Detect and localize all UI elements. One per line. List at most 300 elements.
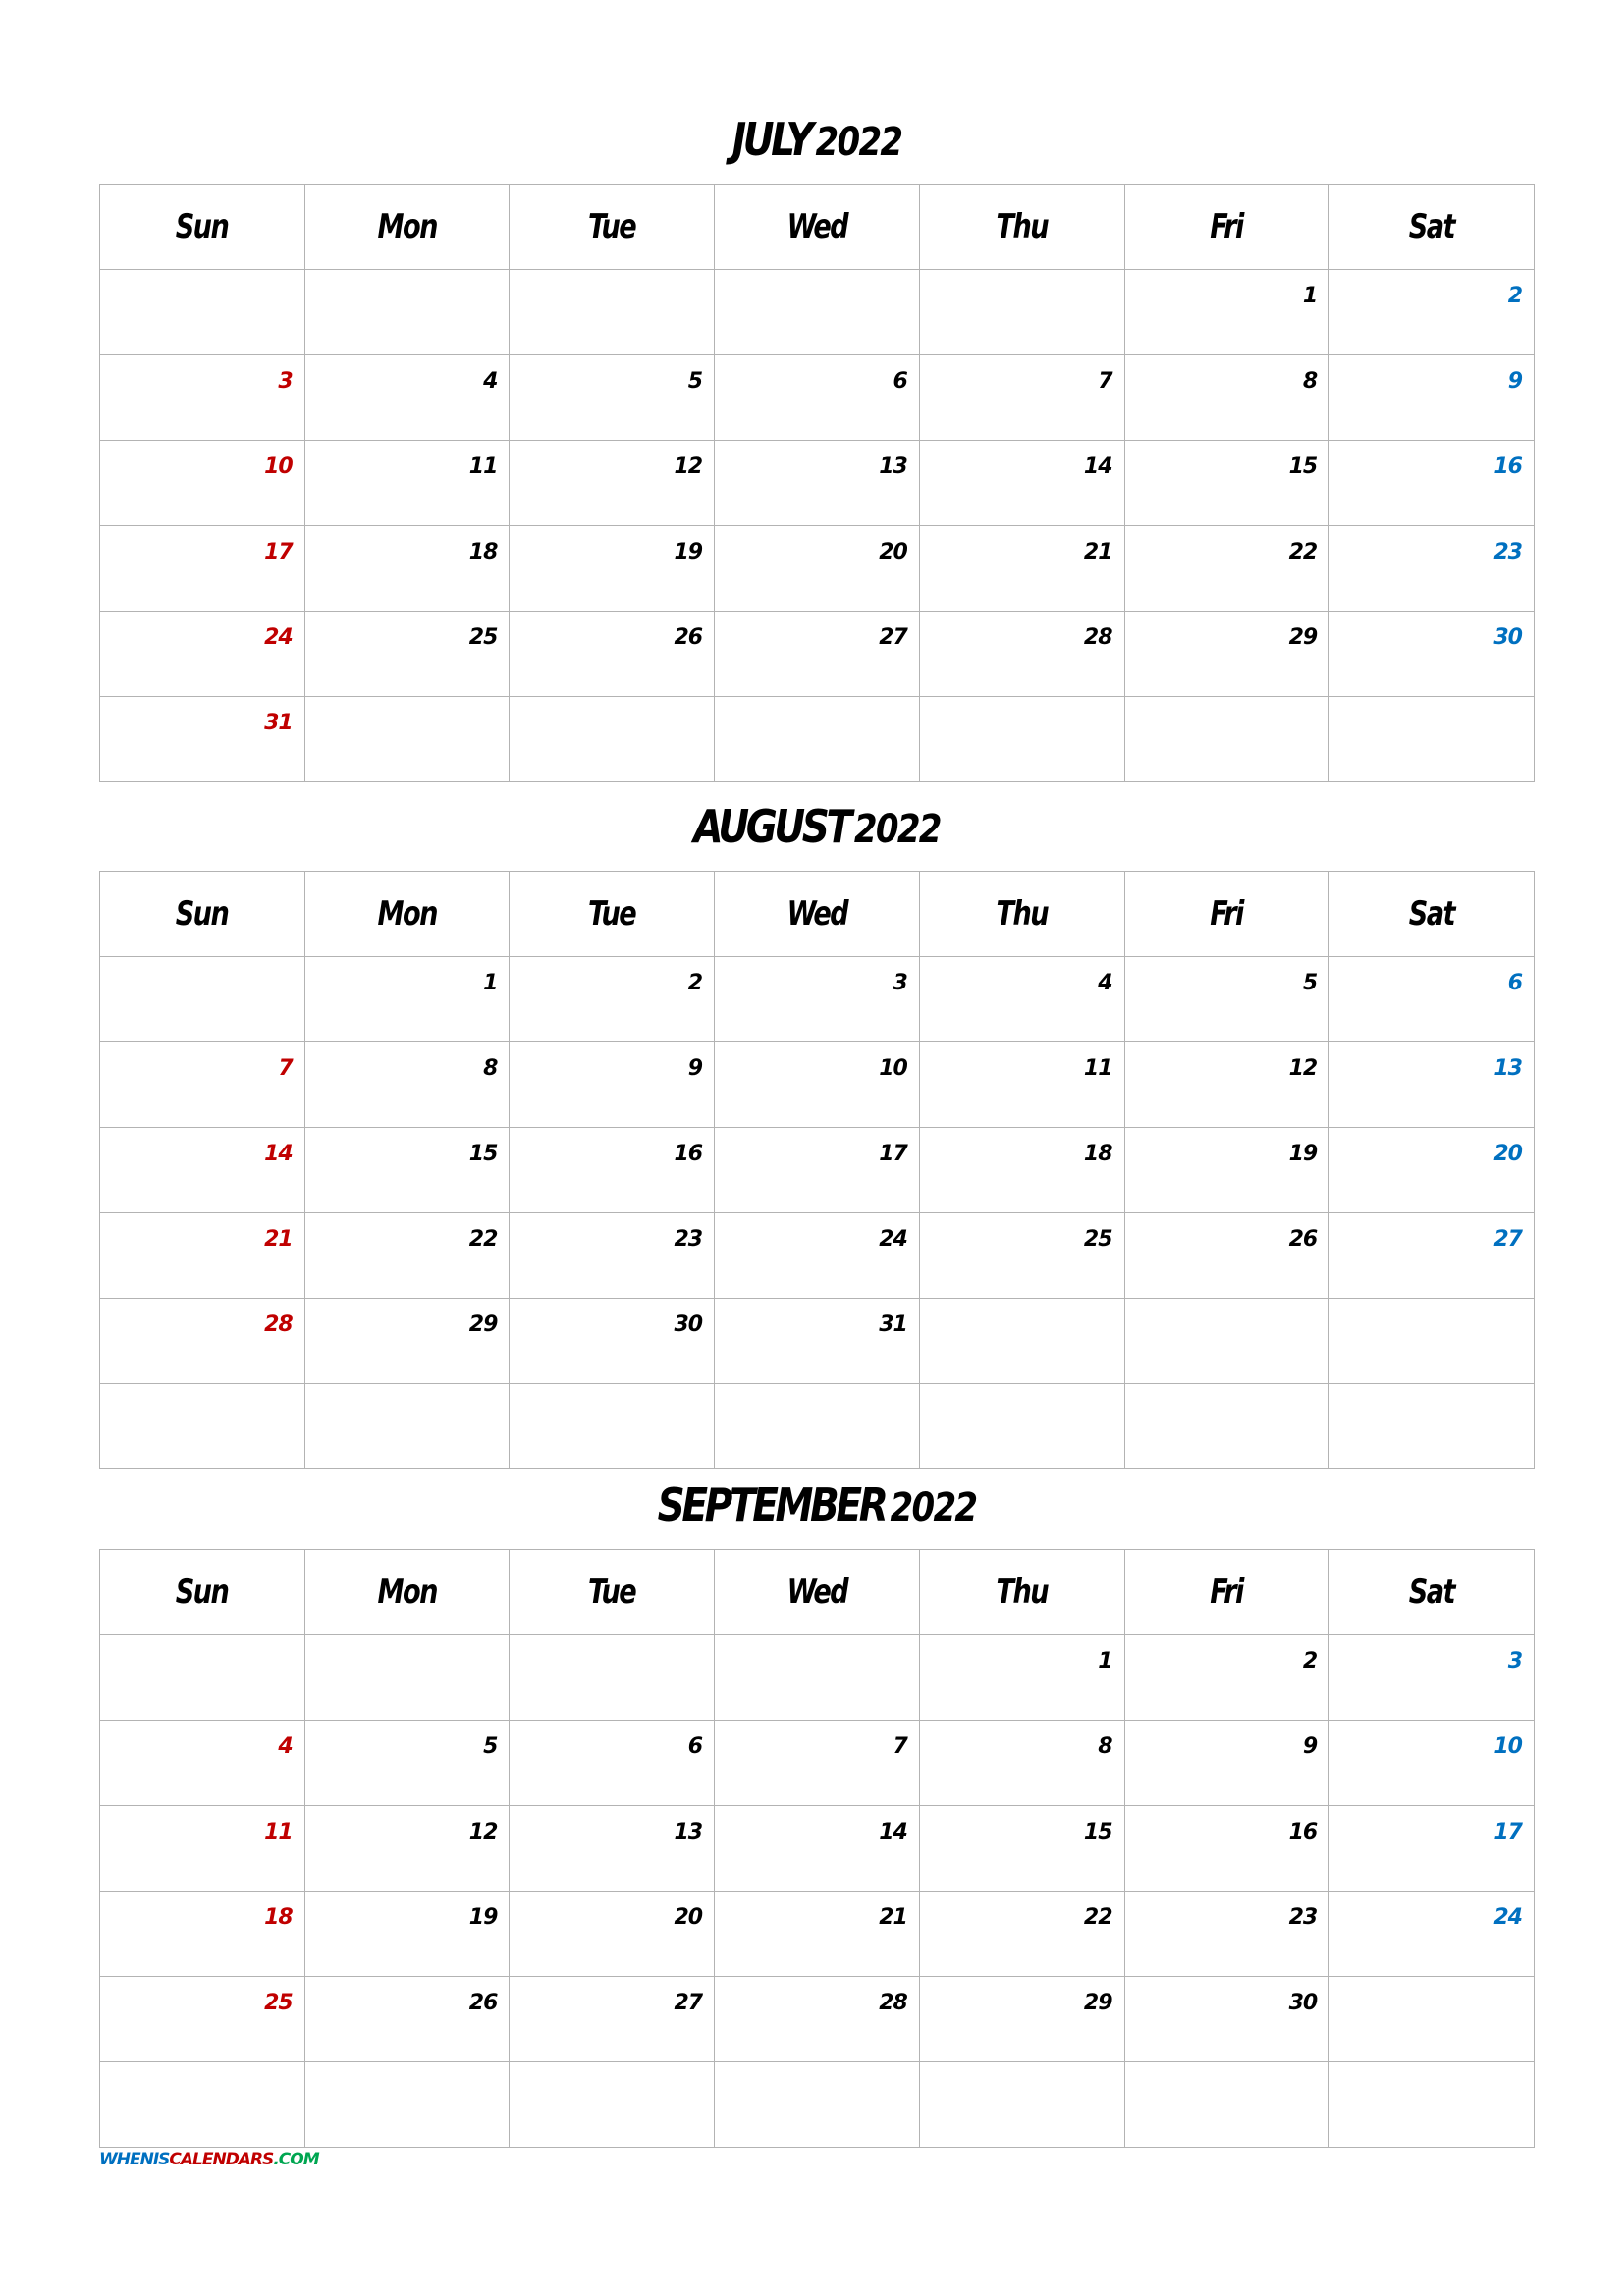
month-name: AUGUST xyxy=(693,800,849,853)
day-cell xyxy=(1124,1721,1329,1806)
day-number: 26 xyxy=(1288,1227,1318,1252)
day-cell xyxy=(715,1892,920,1977)
weekday-label: Sat xyxy=(1409,207,1455,246)
day-number: 21 xyxy=(1083,540,1112,564)
day-number xyxy=(920,697,1124,711)
day-number: 23 xyxy=(1288,1905,1318,1930)
day-number: 10 xyxy=(264,454,293,479)
day-cell xyxy=(510,441,715,526)
weekday-label: Fri xyxy=(1210,207,1244,246)
day-cell xyxy=(304,1892,510,1977)
day-cell xyxy=(100,697,305,782)
day-cell xyxy=(304,1806,510,1892)
day-number: 17 xyxy=(264,540,293,564)
day-number: 12 xyxy=(468,1820,498,1844)
day-number xyxy=(1125,697,1329,711)
logo-part: CALENDARS xyxy=(169,2150,274,2169)
day-cell xyxy=(1329,1384,1535,1469)
month-name: JULY xyxy=(731,113,811,166)
weekday-label: Mon xyxy=(377,1573,437,1612)
day-number: 19 xyxy=(1288,1142,1318,1166)
day-number: 18 xyxy=(468,540,498,564)
day-number: 15 xyxy=(468,1142,498,1166)
day-number: 27 xyxy=(674,1991,703,2015)
day-number: 24 xyxy=(264,625,293,650)
day-number xyxy=(1329,1299,1534,1312)
day-cell xyxy=(919,1892,1124,1977)
day-number: 26 xyxy=(468,1991,498,2015)
day-cell xyxy=(919,526,1124,612)
day-number xyxy=(920,1384,1124,1398)
day-cell xyxy=(510,612,715,697)
day-number xyxy=(715,697,919,711)
day-number: 7 xyxy=(1098,369,1112,394)
day-number xyxy=(1329,697,1534,711)
weekday-label: Thu xyxy=(996,207,1048,246)
day-number: 13 xyxy=(879,454,907,479)
weekday-header-cell xyxy=(304,872,510,957)
day-number xyxy=(1329,2062,1534,2076)
day-number: 2 xyxy=(1507,284,1522,308)
day-number: 25 xyxy=(1083,1227,1112,1252)
day-cell xyxy=(304,526,510,612)
day-cell xyxy=(1124,1042,1329,1128)
day-number: 14 xyxy=(1083,454,1112,479)
day-number: 12 xyxy=(1288,1056,1318,1081)
weekday-header-cell xyxy=(1124,1550,1329,1635)
day-cell xyxy=(919,1806,1124,1892)
day-cell xyxy=(510,1892,715,1977)
weekday-header-cell xyxy=(919,185,1124,270)
day-cell xyxy=(510,526,715,612)
day-number: 3 xyxy=(278,369,293,394)
day-cell xyxy=(715,441,920,526)
day-number: 11 xyxy=(1083,1056,1112,1081)
day-cell xyxy=(100,1128,305,1213)
day-number: 5 xyxy=(687,369,703,394)
day-cell xyxy=(304,355,510,441)
day-number xyxy=(1125,1384,1329,1398)
month-title xyxy=(207,1475,1428,1534)
week-row xyxy=(100,1892,1535,1977)
day-cell xyxy=(1124,1299,1329,1384)
weekday-header-cell xyxy=(1329,872,1535,957)
day-number: 24 xyxy=(1493,1905,1522,1930)
day-cell xyxy=(510,1721,715,1806)
weekday-header-cell xyxy=(100,185,305,270)
day-number: 22 xyxy=(468,1227,498,1252)
day-number: 1 xyxy=(1302,284,1318,308)
day-number: 1 xyxy=(483,971,498,995)
week-row xyxy=(100,1299,1535,1384)
day-number: 20 xyxy=(879,540,907,564)
weekday-label: Wed xyxy=(786,894,847,934)
week-row xyxy=(100,355,1535,441)
day-number xyxy=(1329,1384,1534,1398)
day-cell xyxy=(1124,1635,1329,1721)
day-cell xyxy=(304,1721,510,1806)
weekday-header-cell xyxy=(919,1550,1124,1635)
day-cell xyxy=(715,957,920,1042)
day-number: 13 xyxy=(1493,1056,1522,1081)
weekday-label: Fri xyxy=(1210,1573,1244,1612)
day-number: 9 xyxy=(1507,369,1522,394)
day-cell xyxy=(100,612,305,697)
weekday-header-cell xyxy=(510,872,715,957)
day-cell xyxy=(919,1977,1124,2062)
day-number: 14 xyxy=(264,1142,293,1166)
day-number xyxy=(305,697,510,711)
weekday-label: Mon xyxy=(377,207,437,246)
week-row xyxy=(100,612,1535,697)
week-row xyxy=(100,1213,1535,1299)
day-number xyxy=(510,1635,714,1649)
weekday-label: Thu xyxy=(996,894,1048,934)
day-cell xyxy=(1124,1384,1329,1469)
day-cell xyxy=(1124,270,1329,355)
day-number xyxy=(305,2062,510,2076)
day-cell xyxy=(304,957,510,1042)
day-cell xyxy=(100,1042,305,1128)
day-cell xyxy=(715,1213,920,1299)
month-year: 2022 xyxy=(815,120,902,165)
week-row xyxy=(100,1977,1535,2062)
day-cell xyxy=(715,697,920,782)
day-number: 30 xyxy=(1288,1991,1318,2015)
day-number: 4 xyxy=(483,369,498,394)
day-number xyxy=(100,2062,304,2076)
day-cell xyxy=(919,1213,1124,1299)
day-number: 4 xyxy=(278,1735,293,1759)
day-cell xyxy=(304,2062,510,2148)
day-cell xyxy=(510,1806,715,1892)
day-number: 26 xyxy=(674,625,703,650)
weekday-label: Sat xyxy=(1409,1573,1455,1612)
weekday-header-cell xyxy=(1329,185,1535,270)
day-cell xyxy=(510,1384,715,1469)
weekday-header-cell xyxy=(510,185,715,270)
day-cell xyxy=(1124,1892,1329,1977)
day-number xyxy=(100,1635,304,1649)
day-number: 16 xyxy=(674,1142,703,1166)
day-cell xyxy=(100,1721,305,1806)
weekday-label: Wed xyxy=(786,207,847,246)
day-cell xyxy=(100,1384,305,1469)
day-cell xyxy=(510,957,715,1042)
day-cell xyxy=(100,1635,305,1721)
day-number: 1 xyxy=(1098,1649,1112,1674)
day-cell xyxy=(715,1635,920,1721)
day-cell xyxy=(919,1721,1124,1806)
day-cell xyxy=(715,270,920,355)
day-cell xyxy=(1329,1721,1535,1806)
month-title xyxy=(207,110,1428,169)
day-number: 7 xyxy=(893,1735,907,1759)
day-number: 23 xyxy=(674,1227,703,1252)
day-cell xyxy=(100,1892,305,1977)
day-cell xyxy=(1329,1213,1535,1299)
day-cell xyxy=(510,270,715,355)
day-cell xyxy=(304,612,510,697)
day-number: 24 xyxy=(879,1227,907,1252)
week-row xyxy=(100,441,1535,526)
day-number: 10 xyxy=(1493,1735,1522,1759)
day-number: 8 xyxy=(1098,1735,1112,1759)
day-cell xyxy=(1124,1213,1329,1299)
day-number: 25 xyxy=(264,1991,293,2015)
week-row xyxy=(100,1384,1535,1469)
weekday-header-cell xyxy=(510,1550,715,1635)
day-number: 5 xyxy=(1302,971,1318,995)
day-number xyxy=(715,2062,919,2076)
day-number: 5 xyxy=(483,1735,498,1759)
day-number: 12 xyxy=(674,454,703,479)
day-cell xyxy=(1124,355,1329,441)
calendar-grid xyxy=(99,1549,1535,2148)
day-cell xyxy=(715,1128,920,1213)
day-number: 19 xyxy=(468,1905,498,1930)
day-cell xyxy=(1329,355,1535,441)
day-cell xyxy=(510,1042,715,1128)
day-cell xyxy=(919,1384,1124,1469)
weekday-label: Fri xyxy=(1210,894,1244,934)
day-cell xyxy=(304,697,510,782)
day-cell xyxy=(919,1635,1124,1721)
calendar-grid xyxy=(99,871,1535,1469)
day-cell xyxy=(100,1299,305,1384)
day-cell xyxy=(100,1977,305,2062)
day-cell xyxy=(1124,1977,1329,2062)
day-cell xyxy=(715,612,920,697)
weekday-header-cell xyxy=(100,872,305,957)
day-number: 8 xyxy=(1302,369,1318,394)
weekday-label: Tue xyxy=(588,894,636,934)
day-cell xyxy=(1329,697,1535,782)
weekday-header-row xyxy=(100,872,1535,957)
day-number: 9 xyxy=(687,1056,703,1081)
day-number xyxy=(715,270,919,284)
day-number: 28 xyxy=(264,1312,293,1337)
week-row xyxy=(100,1721,1535,1806)
day-number: 29 xyxy=(468,1312,498,1337)
day-cell xyxy=(304,1977,510,2062)
day-cell xyxy=(100,1806,305,1892)
day-number xyxy=(305,1635,510,1649)
day-cell xyxy=(1329,1128,1535,1213)
day-number xyxy=(510,270,714,284)
day-cell xyxy=(715,1977,920,2062)
day-cell xyxy=(1329,957,1535,1042)
day-cell xyxy=(715,355,920,441)
day-cell xyxy=(919,270,1124,355)
day-cell xyxy=(715,1042,920,1128)
day-number xyxy=(920,270,1124,284)
month-year: 2022 xyxy=(890,1485,977,1530)
day-cell xyxy=(510,2062,715,2148)
weekday-label: Sat xyxy=(1409,894,1455,934)
day-number xyxy=(510,1384,714,1398)
day-cell xyxy=(919,697,1124,782)
weekday-header-cell xyxy=(715,872,920,957)
day-number: 7 xyxy=(278,1056,293,1081)
day-cell xyxy=(919,612,1124,697)
day-number: 27 xyxy=(879,625,907,650)
day-cell xyxy=(1329,526,1535,612)
day-number: 11 xyxy=(468,454,498,479)
day-number: 13 xyxy=(674,1820,703,1844)
day-number xyxy=(1125,1299,1329,1312)
day-cell xyxy=(1124,697,1329,782)
week-row xyxy=(100,957,1535,1042)
day-cell xyxy=(100,355,305,441)
weekday-header-cell xyxy=(100,1550,305,1635)
weekday-header-cell xyxy=(715,1550,920,1635)
day-number: 3 xyxy=(1507,1649,1522,1674)
day-number: 20 xyxy=(1493,1142,1522,1166)
day-number: 18 xyxy=(1083,1142,1112,1166)
day-cell xyxy=(304,1384,510,1469)
month-year: 2022 xyxy=(853,807,941,852)
day-number: 10 xyxy=(879,1056,907,1081)
day-number xyxy=(715,1635,919,1649)
day-number: 16 xyxy=(1288,1820,1318,1844)
day-cell xyxy=(919,441,1124,526)
day-number xyxy=(510,2062,714,2076)
day-cell xyxy=(715,1299,920,1384)
weekday-header-cell xyxy=(715,185,920,270)
day-number: 25 xyxy=(468,625,498,650)
day-number: 17 xyxy=(879,1142,907,1166)
day-cell xyxy=(510,1213,715,1299)
day-number: 31 xyxy=(879,1312,907,1337)
week-row xyxy=(100,1128,1535,1213)
day-number: 6 xyxy=(1507,971,1522,995)
month-title xyxy=(207,797,1428,856)
day-number: 22 xyxy=(1083,1905,1112,1930)
day-number xyxy=(920,2062,1124,2076)
day-number: 21 xyxy=(879,1905,907,1930)
weekday-header-row xyxy=(100,1550,1535,1635)
day-number: 22 xyxy=(1288,540,1318,564)
day-number: 31 xyxy=(264,711,293,735)
day-cell xyxy=(510,1299,715,1384)
day-cell xyxy=(1124,1806,1329,1892)
weekday-header-cell xyxy=(1329,1550,1535,1635)
day-number xyxy=(715,1384,919,1398)
day-number: 21 xyxy=(264,1227,293,1252)
day-cell xyxy=(715,1806,920,1892)
day-cell xyxy=(1329,441,1535,526)
day-number: 3 xyxy=(893,971,907,995)
week-row xyxy=(100,526,1535,612)
day-cell xyxy=(510,1635,715,1721)
month-name: SEPTEMBER xyxy=(657,1478,886,1531)
day-cell xyxy=(1329,270,1535,355)
day-cell xyxy=(100,270,305,355)
day-cell xyxy=(100,957,305,1042)
day-number: 8 xyxy=(483,1056,498,1081)
day-number: 27 xyxy=(1493,1227,1522,1252)
day-number: 16 xyxy=(1493,454,1522,479)
day-number xyxy=(1125,2062,1329,2076)
day-cell xyxy=(919,1042,1124,1128)
day-cell xyxy=(100,2062,305,2148)
day-cell xyxy=(1124,612,1329,697)
day-cell xyxy=(304,1042,510,1128)
day-number: 23 xyxy=(1493,540,1522,564)
day-number: 6 xyxy=(893,369,907,394)
week-row xyxy=(100,2062,1535,2148)
calendar-grid xyxy=(99,184,1535,782)
day-number: 2 xyxy=(687,971,703,995)
week-row xyxy=(100,697,1535,782)
footer-logo-link[interactable] xyxy=(99,2150,319,2169)
day-cell xyxy=(304,441,510,526)
day-cell xyxy=(1124,2062,1329,2148)
weekday-label: Sun xyxy=(176,207,229,246)
day-number xyxy=(305,270,510,284)
day-number: 14 xyxy=(879,1820,907,1844)
day-number: 29 xyxy=(1288,625,1318,650)
day-number: 15 xyxy=(1288,454,1318,479)
logo-part: WHENIS xyxy=(99,2150,170,2169)
day-cell xyxy=(1124,526,1329,612)
weekday-label: Sun xyxy=(176,1573,229,1612)
day-number: 4 xyxy=(1098,971,1112,995)
day-cell xyxy=(304,270,510,355)
day-cell xyxy=(919,1128,1124,1213)
day-number: 2 xyxy=(1302,1649,1318,1674)
day-cell xyxy=(919,2062,1124,2148)
day-number: 20 xyxy=(674,1905,703,1930)
day-cell xyxy=(510,1977,715,2062)
weekday-header-cell xyxy=(304,185,510,270)
day-cell xyxy=(100,441,305,526)
day-cell xyxy=(1329,612,1535,697)
day-cell xyxy=(100,1213,305,1299)
day-number: 15 xyxy=(1083,1820,1112,1844)
weekday-header-cell xyxy=(1124,185,1329,270)
day-number: 6 xyxy=(687,1735,703,1759)
day-cell xyxy=(304,1299,510,1384)
day-number xyxy=(920,1299,1124,1312)
day-cell xyxy=(715,2062,920,2148)
day-cell xyxy=(715,1721,920,1806)
week-row xyxy=(100,1042,1535,1128)
weekday-label: Mon xyxy=(377,894,437,934)
day-number: 28 xyxy=(879,1991,907,2015)
weekday-header-cell xyxy=(304,1550,510,1635)
day-cell xyxy=(1329,1977,1535,2062)
day-number: 9 xyxy=(1302,1735,1318,1759)
day-cell xyxy=(304,1213,510,1299)
day-number: 18 xyxy=(264,1905,293,1930)
weekday-header-row xyxy=(100,185,1535,270)
week-row xyxy=(100,1806,1535,1892)
day-cell xyxy=(510,355,715,441)
day-number xyxy=(100,957,304,971)
weekday-header-cell xyxy=(919,872,1124,957)
week-row xyxy=(100,270,1535,355)
day-cell xyxy=(919,957,1124,1042)
week-row xyxy=(100,1635,1535,1721)
weekday-label: Sun xyxy=(176,894,229,934)
day-number: 30 xyxy=(1493,625,1522,650)
day-cell xyxy=(1329,1806,1535,1892)
day-cell xyxy=(304,1128,510,1213)
day-cell xyxy=(919,1299,1124,1384)
day-number xyxy=(100,1384,304,1398)
